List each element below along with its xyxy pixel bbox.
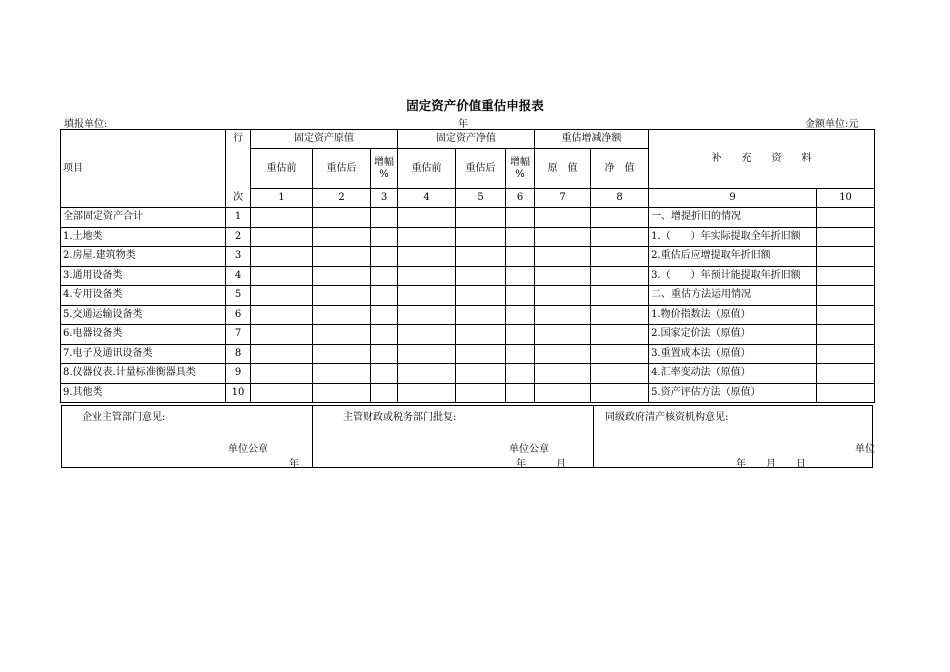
net-after-header: 重估后 <box>456 149 506 189</box>
value-cell <box>506 227 535 247</box>
value-cell <box>506 266 535 286</box>
table-row <box>61 227 875 247</box>
value-cell <box>398 266 456 286</box>
table-row <box>61 383 875 403</box>
value-cell <box>506 286 535 306</box>
value-cell <box>456 344 506 364</box>
table-row <box>61 286 875 306</box>
value-cell <box>456 266 506 286</box>
value-cell <box>371 266 398 286</box>
table-row <box>61 247 875 267</box>
row-header-spacer <box>226 149 251 189</box>
approval-1-title: 企业主管部门意见: <box>82 412 166 423</box>
value-cell <box>313 344 371 364</box>
value-cell <box>591 364 649 384</box>
row-number: 9 <box>226 364 251 384</box>
approval-2-seal: 单位公章 <box>509 444 549 455</box>
col-number: 10 <box>817 189 875 208</box>
approval-1-date: 年 <box>289 459 299 470</box>
value-cell <box>251 344 313 364</box>
supplement-header: 补 充 资 料 <box>649 130 875 189</box>
row-number: 10 <box>226 383 251 403</box>
value-cell <box>591 286 649 306</box>
col-number: 5 <box>456 189 506 208</box>
row-number: 3 <box>226 247 251 267</box>
value-cell <box>313 227 371 247</box>
value-cell <box>371 286 398 306</box>
value-cell <box>535 227 591 247</box>
col-number: 1 <box>251 189 313 208</box>
value-cell <box>456 364 506 384</box>
value-cell <box>398 227 456 247</box>
value-cell <box>506 208 535 228</box>
row-item-label: 5.交通运输设备类 <box>61 305 226 325</box>
supplement-value-cell <box>817 364 875 384</box>
value-cell <box>456 286 506 306</box>
value-cell <box>456 247 506 267</box>
value-cell <box>591 325 649 345</box>
supplement-note: 4.汇率变动法（原值） <box>649 364 817 384</box>
supplement-value-cell <box>817 305 875 325</box>
item-header: 项目 <box>61 130 226 208</box>
value-cell <box>313 383 371 403</box>
page-title: 固定资产价值重估申报表 <box>406 98 544 113</box>
supplement-note: 2.重估后应增提取年折旧额 <box>649 247 817 267</box>
value-cell <box>535 305 591 325</box>
value-cell <box>591 383 649 403</box>
approval-2-date: 年 月 <box>516 459 566 470</box>
value-cell <box>506 305 535 325</box>
value-cell <box>535 266 591 286</box>
row-item-label: 4.专用设备类 <box>61 286 226 306</box>
value-cell <box>591 247 649 267</box>
row-number: 6 <box>226 305 251 325</box>
supplement-value-cell <box>817 383 875 403</box>
value-cell <box>313 286 371 306</box>
value-cell <box>535 364 591 384</box>
value-cell <box>506 364 535 384</box>
year-label: 年 <box>458 119 468 130</box>
original-before-header: 重估前 <box>251 149 313 189</box>
supplement-value-cell <box>817 247 875 267</box>
value-cell <box>251 286 313 306</box>
approval-divider <box>593 405 594 468</box>
value-cell <box>456 227 506 247</box>
group-original-header: 固定资产原值 <box>251 130 398 149</box>
value-cell <box>506 247 535 267</box>
row-item-label: 7.电子及通讯设备类 <box>61 344 226 364</box>
value-cell <box>591 305 649 325</box>
value-cell <box>371 364 398 384</box>
supplement-note: 二、重估方法运用情况 <box>649 286 817 306</box>
value-cell <box>591 344 649 364</box>
value-cell <box>398 286 456 306</box>
row-number: 8 <box>226 344 251 364</box>
value-cell <box>591 266 649 286</box>
value-cell <box>313 364 371 384</box>
approval-divider <box>312 405 313 468</box>
value-cell <box>456 305 506 325</box>
row-number: 7 <box>226 325 251 345</box>
value-cell <box>251 266 313 286</box>
net-before-header: 重估前 <box>398 149 456 189</box>
value-cell <box>371 247 398 267</box>
table-row <box>61 344 875 364</box>
supplement-note: 1.（ ）年实际提取全年折旧额 <box>649 227 817 247</box>
table-row <box>61 325 875 345</box>
value-cell <box>398 344 456 364</box>
group-change-header: 重估增减净额 <box>535 130 649 149</box>
change-original-header: 原 值 <box>535 149 591 189</box>
table-row <box>61 266 875 286</box>
row-item-label: 6.电器设备类 <box>61 325 226 345</box>
approval-2-title: 主管财政或税务部门批复: <box>343 412 457 423</box>
value-cell <box>535 208 591 228</box>
value-cell <box>251 305 313 325</box>
row-number: 4 <box>226 266 251 286</box>
value-cell <box>371 325 398 345</box>
row-item-label: 9.其他类 <box>61 383 226 403</box>
value-cell <box>535 325 591 345</box>
row-number: 1 <box>226 208 251 228</box>
row-item-label: 全部固定资产合计 <box>61 208 226 228</box>
supplement-value-cell <box>817 325 875 345</box>
value-cell <box>398 364 456 384</box>
col-number: 2 <box>313 189 371 208</box>
value-cell <box>251 383 313 403</box>
value-cell <box>535 344 591 364</box>
supplement-note: 3.（ ）年预计能提取年折旧额 <box>649 266 817 286</box>
table-row <box>61 364 875 384</box>
supplement-note: 1.物价指数法（原值） <box>649 305 817 325</box>
row-item-label: 1.土地类 <box>61 227 226 247</box>
value-cell <box>251 208 313 228</box>
value-cell <box>535 286 591 306</box>
value-cell <box>313 247 371 267</box>
value-cell <box>591 227 649 247</box>
net-increase-header: 增幅 % <box>506 149 535 189</box>
amount-unit-label: 金额单位:元 <box>805 119 859 130</box>
value-cell <box>398 208 456 228</box>
value-cell <box>398 305 456 325</box>
change-net-header: 净 值 <box>591 149 649 189</box>
supplement-note: 一、增提折旧的情况 <box>649 208 817 228</box>
row-item-label: 2.房屋.建筑物类 <box>61 247 226 267</box>
value-cell <box>506 383 535 403</box>
value-cell <box>506 325 535 345</box>
value-cell <box>506 344 535 364</box>
value-cell <box>535 247 591 267</box>
row-item-label: 3.通用设备类 <box>61 266 226 286</box>
value-cell <box>251 247 313 267</box>
supplement-value-cell <box>817 208 875 228</box>
value-cell <box>313 208 371 228</box>
col-number: 3 <box>371 189 398 208</box>
table-row <box>61 305 875 325</box>
col-number: 4 <box>398 189 456 208</box>
row-number: 5 <box>226 286 251 306</box>
row-header-top: 行 <box>226 130 251 149</box>
filler-unit-label: 填报单位: <box>64 119 108 130</box>
supplement-note: 3.重置成本法（原值） <box>649 344 817 364</box>
col-number: 8 <box>591 189 649 208</box>
col-number: 7 <box>535 189 591 208</box>
value-cell <box>371 208 398 228</box>
revaluation-table <box>60 129 875 403</box>
col-number: 9 <box>649 189 817 208</box>
value-cell <box>313 266 371 286</box>
value-cell <box>371 383 398 403</box>
supplement-value-cell <box>817 266 875 286</box>
col-number: 6 <box>506 189 535 208</box>
value-cell <box>371 305 398 325</box>
value-cell <box>398 325 456 345</box>
approval-1-seal: 单位公章 <box>228 444 268 455</box>
value-cell <box>456 208 506 228</box>
group-net-header: 固定资产净值 <box>398 130 535 149</box>
approval-3-seal: 单位 <box>855 444 875 455</box>
original-after-header: 重估后 <box>313 149 371 189</box>
value-cell <box>371 227 398 247</box>
approval-3-date: 年 月 日 <box>736 459 806 470</box>
original-increase-header: 增幅 % <box>371 149 398 189</box>
supplement-note: 2.国家定价法（原值） <box>649 325 817 345</box>
row-number: 2 <box>226 227 251 247</box>
value-cell <box>456 325 506 345</box>
supplement-value-cell <box>817 227 875 247</box>
value-cell <box>535 383 591 403</box>
value-cell <box>398 247 456 267</box>
value-cell <box>251 227 313 247</box>
value-cell <box>456 383 506 403</box>
value-cell <box>371 344 398 364</box>
table-row <box>61 208 875 228</box>
value-cell <box>591 208 649 228</box>
value-cell <box>313 305 371 325</box>
value-cell <box>251 364 313 384</box>
value-cell <box>398 383 456 403</box>
value-cell <box>313 325 371 345</box>
row-header-bottom: 次 <box>226 189 251 208</box>
approval-3-title: 同级政府清产核资机构意见: <box>605 412 729 423</box>
row-item-label: 8.仪器仪表.计量标准衡器具类 <box>61 364 226 384</box>
supplement-value-cell <box>817 286 875 306</box>
value-cell <box>251 325 313 345</box>
supplement-value-cell <box>817 344 875 364</box>
supplement-note: 5.资产评估方法（原值） <box>649 383 817 403</box>
